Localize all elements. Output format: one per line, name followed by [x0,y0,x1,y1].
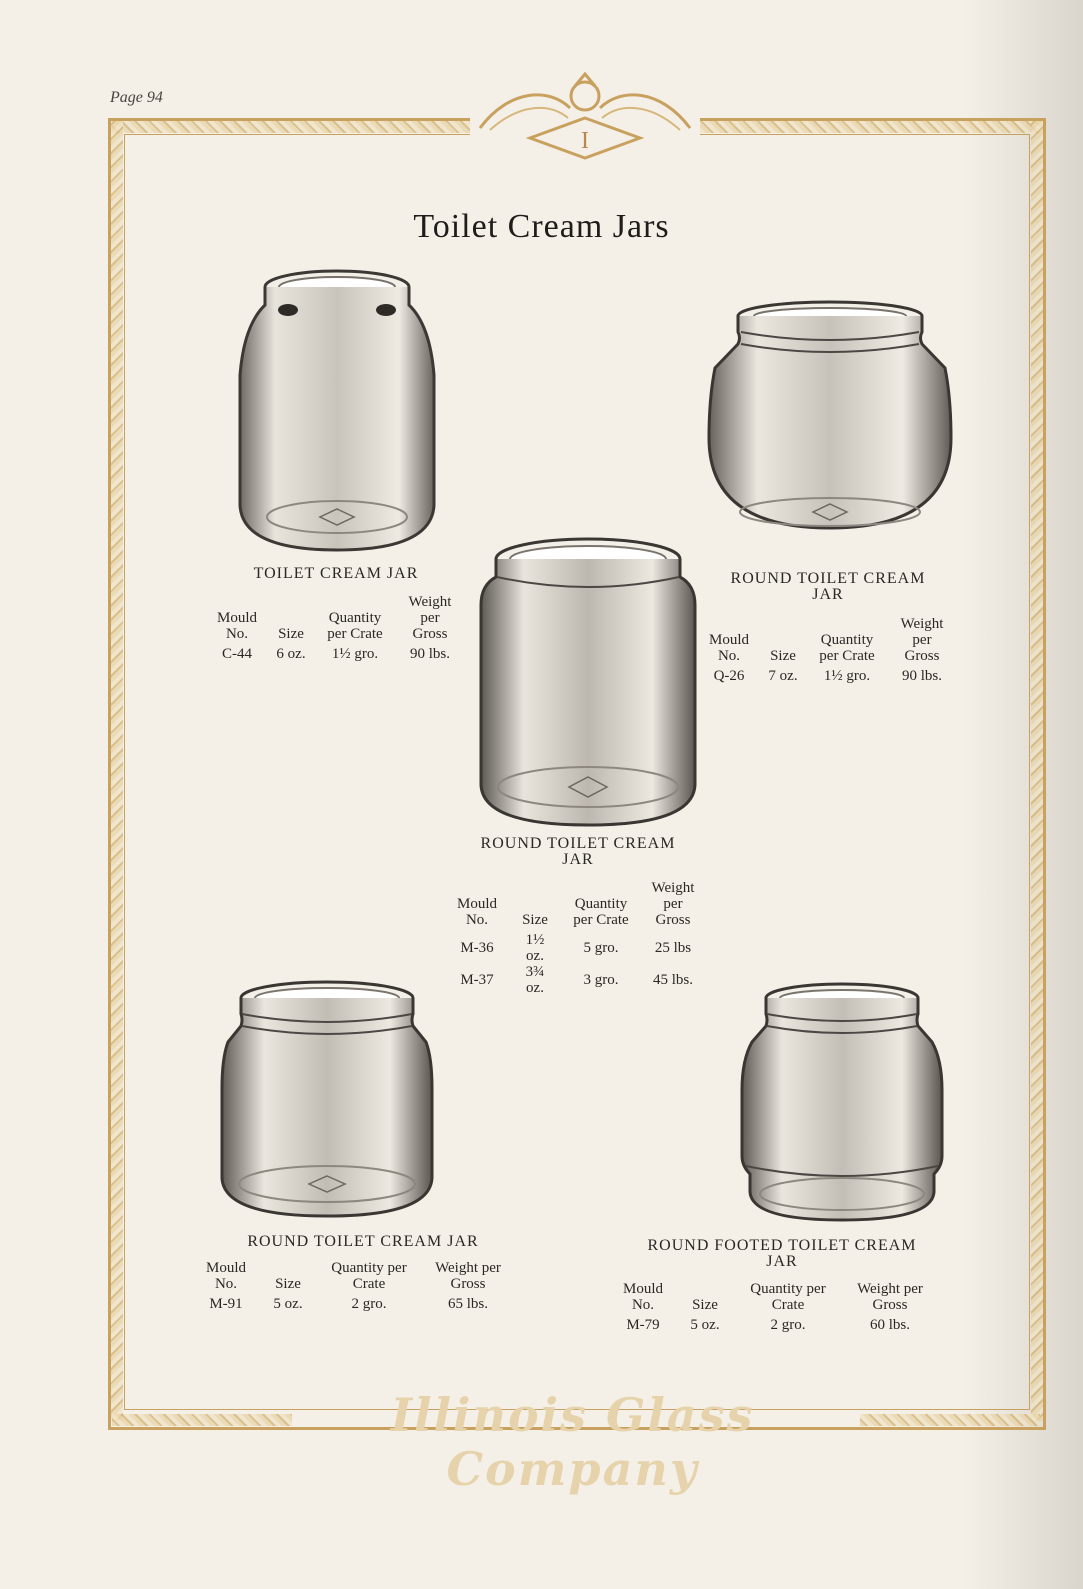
spec-table-m79 [612,1281,940,1333]
caption-line: ROUND TOILET CREAM [480,835,676,852]
caption-m91 [208,1234,518,1250]
table-row [446,928,706,964]
cell-size: 1½ oz. [525,932,545,964]
jar-q26-image [705,298,955,530]
col-mould: Mould No. [456,896,497,928]
cell-quantity: 3 gro. [583,972,619,988]
cell-weight: 45 lbs. [652,972,693,988]
cell-weight: 90 lbs. [409,646,450,662]
col-weight: Weight per Gross [900,616,944,664]
col-quantity: Quantity per Crate [327,610,383,642]
crest-letter: I [581,128,589,154]
col-size: Size [692,1297,718,1313]
table-row [698,664,956,684]
col-quantity: Quantity per Crate [331,1260,407,1292]
col-size: Size [275,1276,301,1292]
cell-mould: Q-26 [713,668,745,684]
table-row [446,964,706,996]
caption-m36 [448,836,708,868]
caption-c44 [206,566,466,582]
caption-m79 [612,1238,952,1270]
caption-line: ROUND FOOTED TOILET CREAM [647,1237,917,1254]
cell-size: 5 oz. [690,1317,720,1333]
cell-weight: 65 lbs. [447,1296,488,1312]
col-mould: Mould No. [708,632,749,664]
cell-quantity: 2 gro. [351,1296,387,1312]
spec-table-m36 [446,880,706,996]
caption-line: JAR [766,1253,798,1270]
cell-quantity: 2 gro. [770,1317,806,1333]
cell-weight: 25 lbs [654,940,692,956]
table-row [195,1292,517,1312]
cell-mould: M-91 [209,1296,243,1312]
caption-line: TOILET CREAM JAR [253,565,419,582]
company-wordmark: Illinois Glass Company [390,1388,755,1496]
cell-size: 6 oz. [276,646,306,662]
jar-m36-image [477,535,699,827]
cell-weight: 90 lbs. [901,668,942,684]
col-weight: Weight per Gross [435,1260,501,1292]
table-row [206,642,464,662]
spec-table-m91 [195,1260,517,1312]
cell-quantity: 1½ gro. [331,646,379,662]
cell-mould: M-79 [626,1317,660,1333]
table-row [612,1313,940,1333]
col-mould: Mould No. [205,1260,246,1292]
col-size: Size [278,626,304,642]
cell-mould: C-44 [222,646,252,662]
page-title: Toilet Cream Jars [413,208,670,245]
jar-m91-image [218,978,436,1218]
cell-quantity: 1½ gro. [823,668,871,684]
col-weight: Weight per Gross [651,880,695,928]
cell-mould: M-37 [460,972,494,988]
caption-line: JAR [812,586,844,603]
col-weight: Weight per Gross [857,1281,923,1313]
cell-size: 5 oz. [273,1296,303,1312]
crest-ornament [470,68,700,160]
col-quantity: Quantity per Crate [750,1281,826,1313]
caption-line: ROUND TOILET CREAM JAR [247,1233,479,1250]
spec-table-c44 [206,594,464,662]
page-number: Page 94 [110,89,163,106]
col-quantity: Quantity per Crate [819,632,875,664]
cell-weight: 60 lbs. [869,1317,910,1333]
caption-line: JAR [562,851,594,868]
cell-size: 7 oz. [768,668,798,684]
jar-m79-image [738,980,946,1222]
col-weight: Weight per Gross [408,594,452,642]
cell-quantity: 5 gro. [583,940,619,956]
spec-table-q26 [698,616,956,684]
cell-size: 3¾ oz. [525,964,545,996]
caption-line: ROUND TOILET CREAM [730,570,926,587]
cell-mould: M-36 [460,940,494,956]
col-mould: Mould No. [216,610,257,642]
caption-q26 [698,571,958,603]
col-quantity: Quantity per Crate [573,896,629,928]
col-size: Size [522,912,548,928]
jar-c44-image [232,265,442,555]
col-mould: Mould No. [622,1281,663,1313]
col-size: Size [770,648,796,664]
